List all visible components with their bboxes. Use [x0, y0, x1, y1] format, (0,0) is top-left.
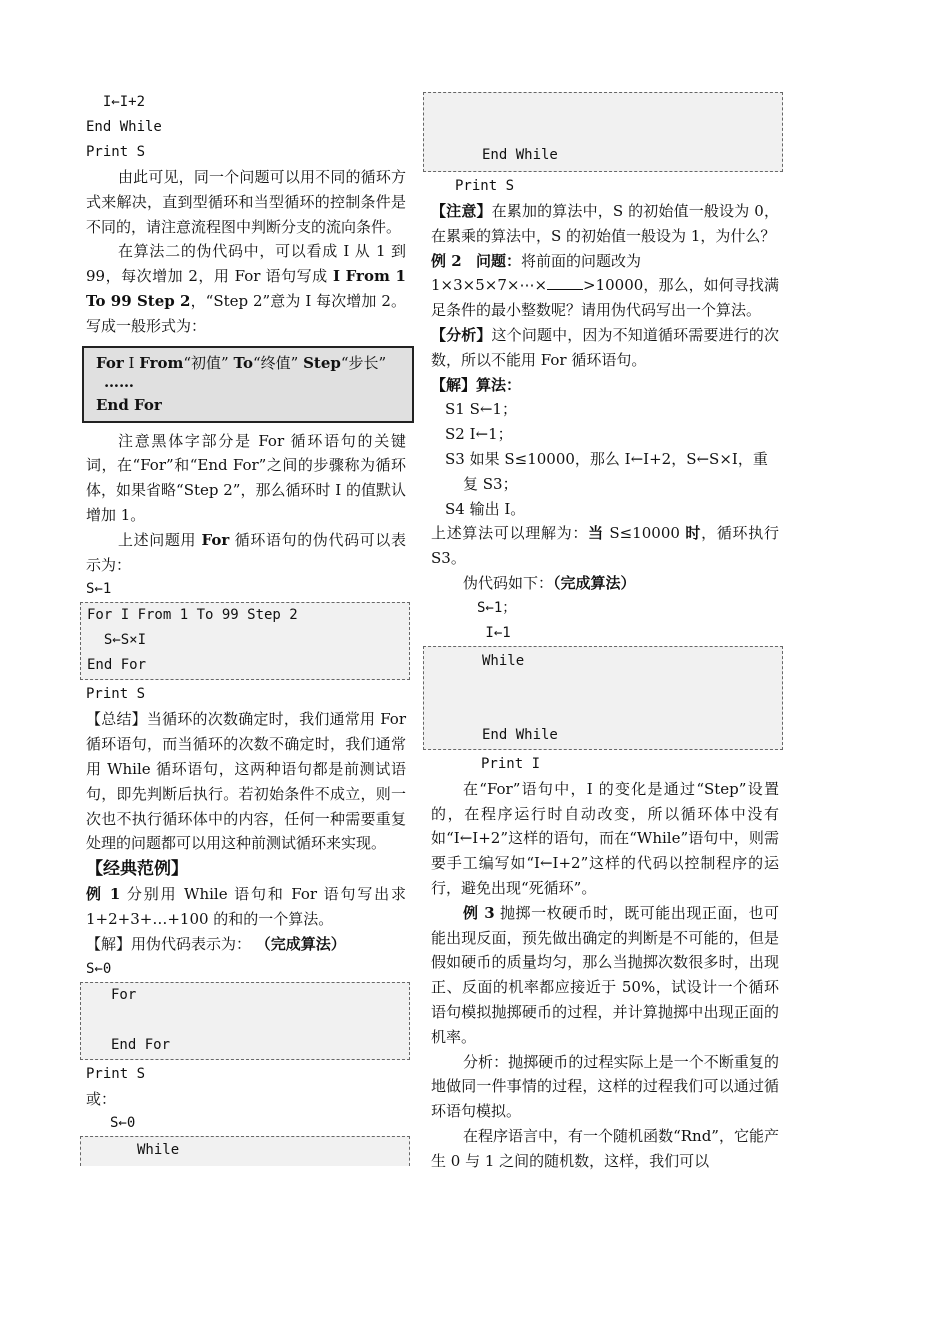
rnd-paragraph: 在程序语言中，有一个随机函数“Rnd”，它能产生 0 与 1 之间的随机数，这样，我们可以	[431, 1126, 779, 1170]
code-s-init-1: S←1	[86, 581, 112, 598]
paragraph-for-pseudocode: 上述问题用 For 循环语句的伪代码可以表示为：	[86, 530, 406, 574]
paragraph-for-vs-while: 在“For”语句中，I 的变化是通过“Step”设置的，在程序运行时自动改变，所以循环体中没有如“I←I+2”这样的语句，而在“While”语句中，则需要手工编写如“I←I+2”这样的代码以控制程序的运行，避免出现“死循环”。	[431, 779, 779, 897]
left-column	[86, 90, 406, 1166]
example-2: 例 2 问题：将前面的问题改为 1×3×5×7×⋯× >10000，那么，如何寻找满足条件的最小整数呢？请用伪代码写出一个算法。	[431, 251, 779, 320]
step-s3-cont: 复 S3；	[463, 474, 518, 493]
example-3-analysis: 分析：抛掷硬币的过程实际上是一个不断重复的地做同一件事情的过程，这样的过程我们可以通过循环语句模拟。	[431, 1052, 779, 1121]
code-box-while-blank: While	[80, 1136, 410, 1166]
code-print-s-2: Print S	[86, 686, 146, 703]
code-end-while: End While	[86, 119, 162, 135]
step-s3: S3 如果 S≤10000，那么 I←I+2，S←S×I，重	[445, 449, 768, 468]
pseudocode-label: 伪代码如下：（完成算法）	[463, 573, 636, 592]
section-heading-examples: 【经典范例】	[86, 859, 188, 880]
solution-1: 【解】用伪代码表示为： （完成算法）	[86, 934, 346, 953]
summary-paragraph: 【总结】当循环的次数确定时，我们通常用 For 循环语句，而当循环的次数不确定时，我们通常用 While 循环语句，这两种语句都是前测试语句，即先判断后执行。若初始条件不成立，则一次也不执行循环体中的内容，任何一种需要重复处理的问题都可以用这种前测试循环来实现。	[86, 710, 406, 853]
code-i-init-right: I←1	[477, 624, 511, 641]
code-i-plus-2: I←I+2	[86, 94, 146, 110]
code-print-s-right: Print S	[455, 178, 515, 194]
code-box-for-blank: For End For	[80, 982, 410, 1060]
paragraph-loop-comparison: 由此可见，同一个问题可以用不同的循环方式来解决，直到型循环和当型循环的控制条件是不同的，请注意流程图中判断分支的流向条件。	[86, 168, 406, 236]
analysis-paragraph: 【分析】这个问题中，因为不知道循环需要进行的次数，所以不能用 For 循环语句。	[431, 325, 779, 369]
code-print-s: Print S	[86, 144, 146, 160]
example-3: 例 3 抛掷一枚硬币时，既可能出现正面，也可能出现反面，预先做出确定的判断是不可能的，但是假如硬币的质量均匀，那么当抛掷次数很多时，出现正、反面的机率都应接近于 50%，试设计一个循环语句模拟抛掷硬币的过程，并计算抛掷中出现正面的机率。	[431, 903, 779, 1046]
step-s4: S4 输出 I。	[445, 499, 526, 518]
note-paragraph: 【注意】在累加的算法中，S 的初始值一般设为 0，在累乘的算法中，S 的初始值一般设为 1，为什么？	[431, 202, 779, 245]
paragraph-keywords: 注意黑体字部分是 For 循环语句的关键词，在“For”和“End For”之间的步骤称为循环体，如果省略“Step 2”，那么循环时 I 的值默认增加 1。	[86, 431, 406, 524]
right-column	[431, 92, 779, 1174]
code-print-i: Print I	[481, 755, 541, 772]
code-s-init-0b: S←0	[110, 1115, 136, 1132]
step-s2: S2 I←1；	[445, 425, 513, 444]
example-1: 例 1 分别用 While 语句和 For 语句写出求 1+2+3+…+100 的和的一个算法。	[86, 885, 406, 928]
for-syntax-box: For I From“初值” To“终值” Step“步长” …… End For	[82, 346, 414, 423]
step-s1: S1 S←1；	[445, 400, 517, 419]
code-s-init-0: S←0	[86, 960, 112, 977]
code-box-end-while: End While	[423, 92, 783, 172]
code-box-while-right: While End While	[423, 646, 783, 750]
or-label: 或：	[86, 1089, 117, 1108]
code-box-for-loop: For I From 1 To 99 Step 2 S←S×I End For	[80, 602, 410, 680]
solution-2: 【解】算法：	[431, 375, 522, 394]
code-print-s-3: Print S	[86, 1065, 146, 1082]
code-s-init-right: S←1；	[477, 599, 517, 616]
understanding-paragraph: 上述算法可以理解为：当 S≤10000 时，循环执行 S3。	[431, 524, 779, 568]
paragraph-for-intro: 在算法二的伪代码中，可以看成 I 从 1 到 99，每次增加 2，用 For 语句写成 I From 1 To 99 Step 2，“Step 2”意为 I 每次增加 2。写成一般形式为：	[86, 242, 406, 335]
